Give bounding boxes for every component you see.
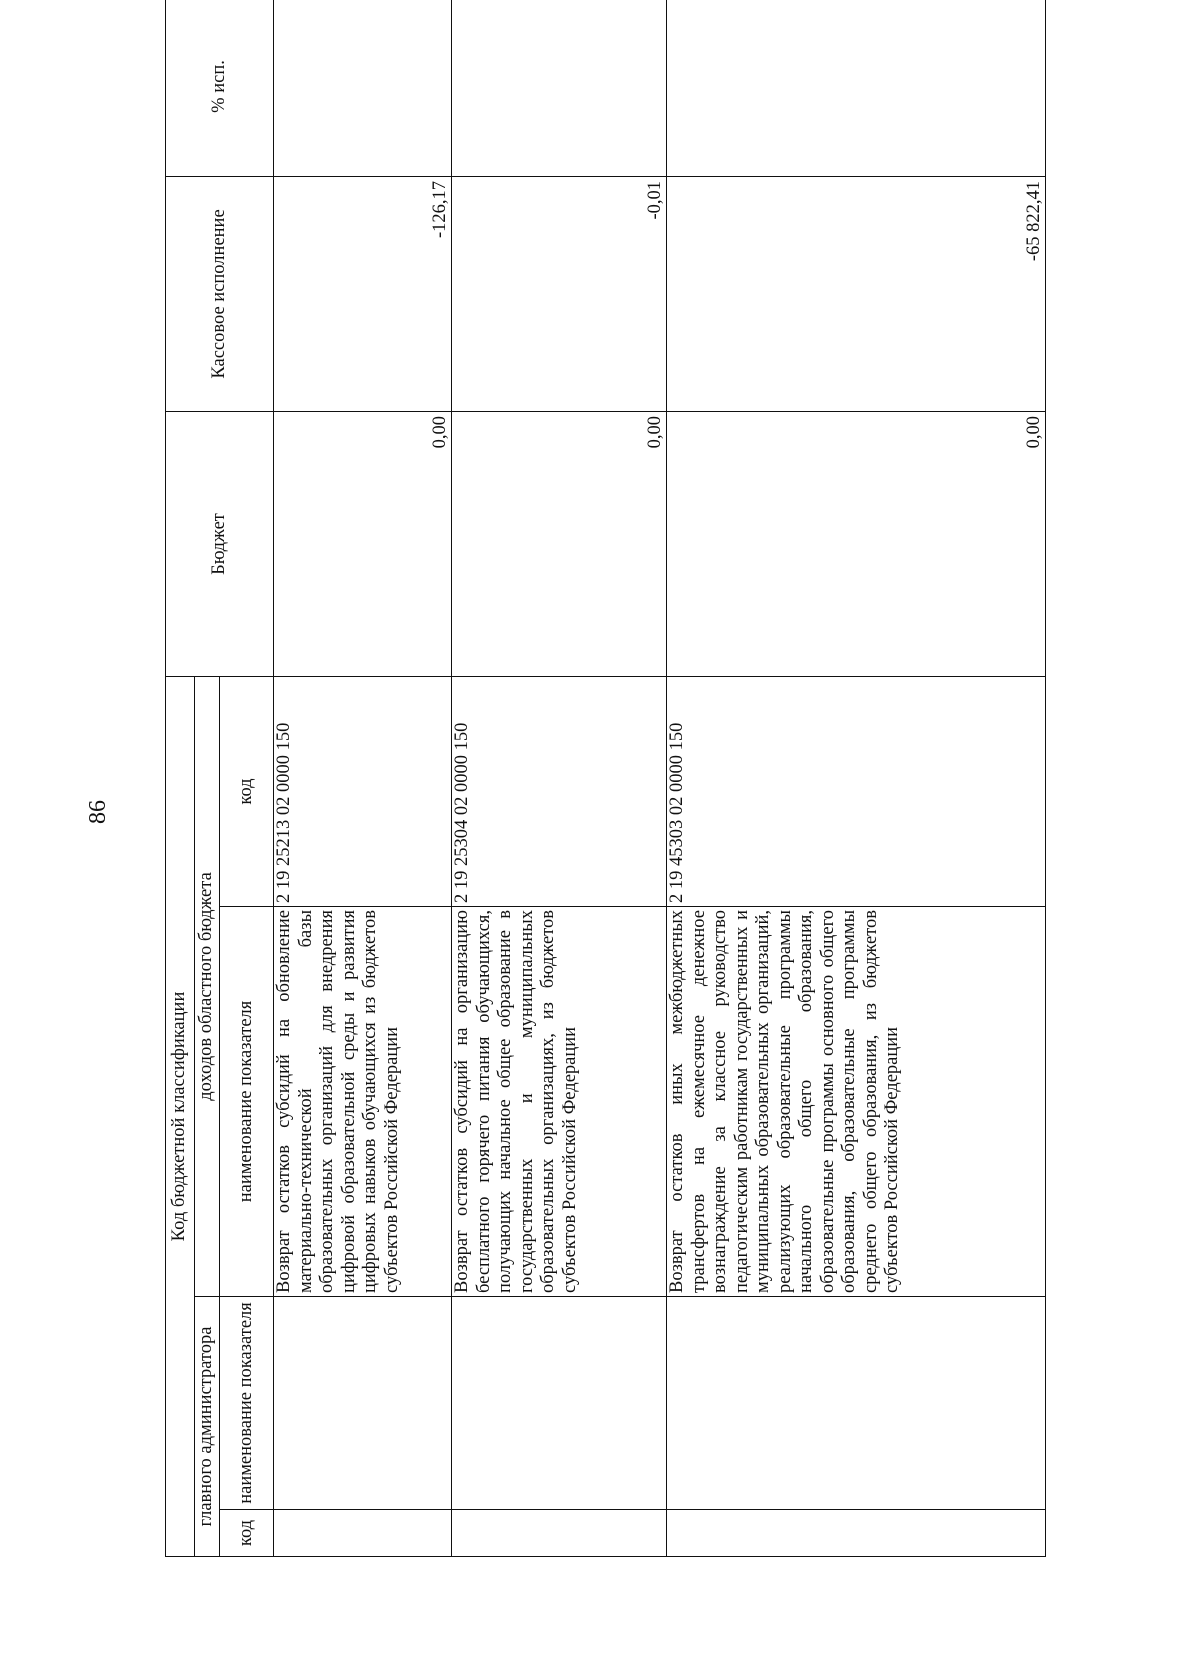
indicator-name-cell: Возврат остатков иных межбюджетных трансфертов на ежемесячное денежное вознаграждение за классное руководство педагогическим работникам государственных и муниципальных образовательных организаций, реализующих образовательные программы начального общего образования, образовательные программы основного общего образования, образовательные программы среднего общего образования, из бюджетов субъектов Российской Федерации [667, 907, 1046, 1297]
table-row [667, 0, 1046, 1557]
indicator-name-column-header: наименование показателя [220, 907, 274, 1297]
budget-classification-table [165, 0, 1046, 1557]
budget-column-header: Бюджет [166, 411, 274, 676]
revenue-code-cell: 2 19 45303 02 0000 150 [667, 676, 1046, 906]
table-header [166, 0, 274, 1557]
budget-value-cell: 0,00 [667, 411, 1046, 676]
indicator-name-cell: Возврат остатков субсидий на организацию бесплатного горячего питания обучающихся, получающих начальное общее образование в государственных и муниципальных образовательных организациях, из бюджетов субъектов Российской Федерации [452, 907, 667, 1297]
budget-value-cell: 0,00 [274, 411, 452, 676]
percent-value-cell [274, 0, 452, 176]
execution-value-cell: -0,01 [452, 176, 667, 411]
revenue-code-column-header: код [220, 676, 274, 906]
percent-column-header: % исп. [166, 0, 274, 176]
execution-value-cell: -126,17 [274, 176, 452, 411]
execution-column-header: Кассовое исполнение [166, 176, 274, 411]
execution-value-cell: -65 822,41 [667, 176, 1046, 411]
admin-name-column-header: наименование показателя [220, 1297, 274, 1510]
regional-revenue-header: доходов областного бюджета [195, 676, 220, 1296]
admin-code-cell [452, 1510, 667, 1557]
revenue-code-cell: 2 19 25213 02 0000 150 [274, 676, 452, 906]
chief-admin-header: главного администратора [195, 1297, 220, 1557]
budget-table-container [165, 0, 1045, 1557]
budget-value-cell: 0,00 [452, 411, 667, 676]
table-row [452, 0, 667, 1557]
table-row [274, 0, 452, 1557]
page-number: 86 [85, 800, 111, 824]
admin-name-cell [452, 1297, 667, 1510]
classification-header: Код бюджетной классификации [166, 676, 195, 1556]
indicator-name-cell: Возврат остатков субсидий на обновление материально-технической базы образовательных организаций для внедрения цифровой образовательной среды и развития цифровых навыков обучающихся из бюджетов субъектов Российской Федерации [274, 907, 452, 1297]
admin-code-cell [667, 1510, 1046, 1557]
percent-value-cell [452, 0, 667, 176]
admin-name-cell [667, 1297, 1046, 1510]
percent-value-cell [667, 0, 1046, 176]
admin-code-cell [274, 1510, 452, 1557]
table-body [274, 0, 1046, 1557]
admin-code-column-header: код [220, 1510, 274, 1557]
revenue-code-cell: 2 19 25304 02 0000 150 [452, 676, 667, 906]
admin-name-cell [274, 1297, 452, 1510]
